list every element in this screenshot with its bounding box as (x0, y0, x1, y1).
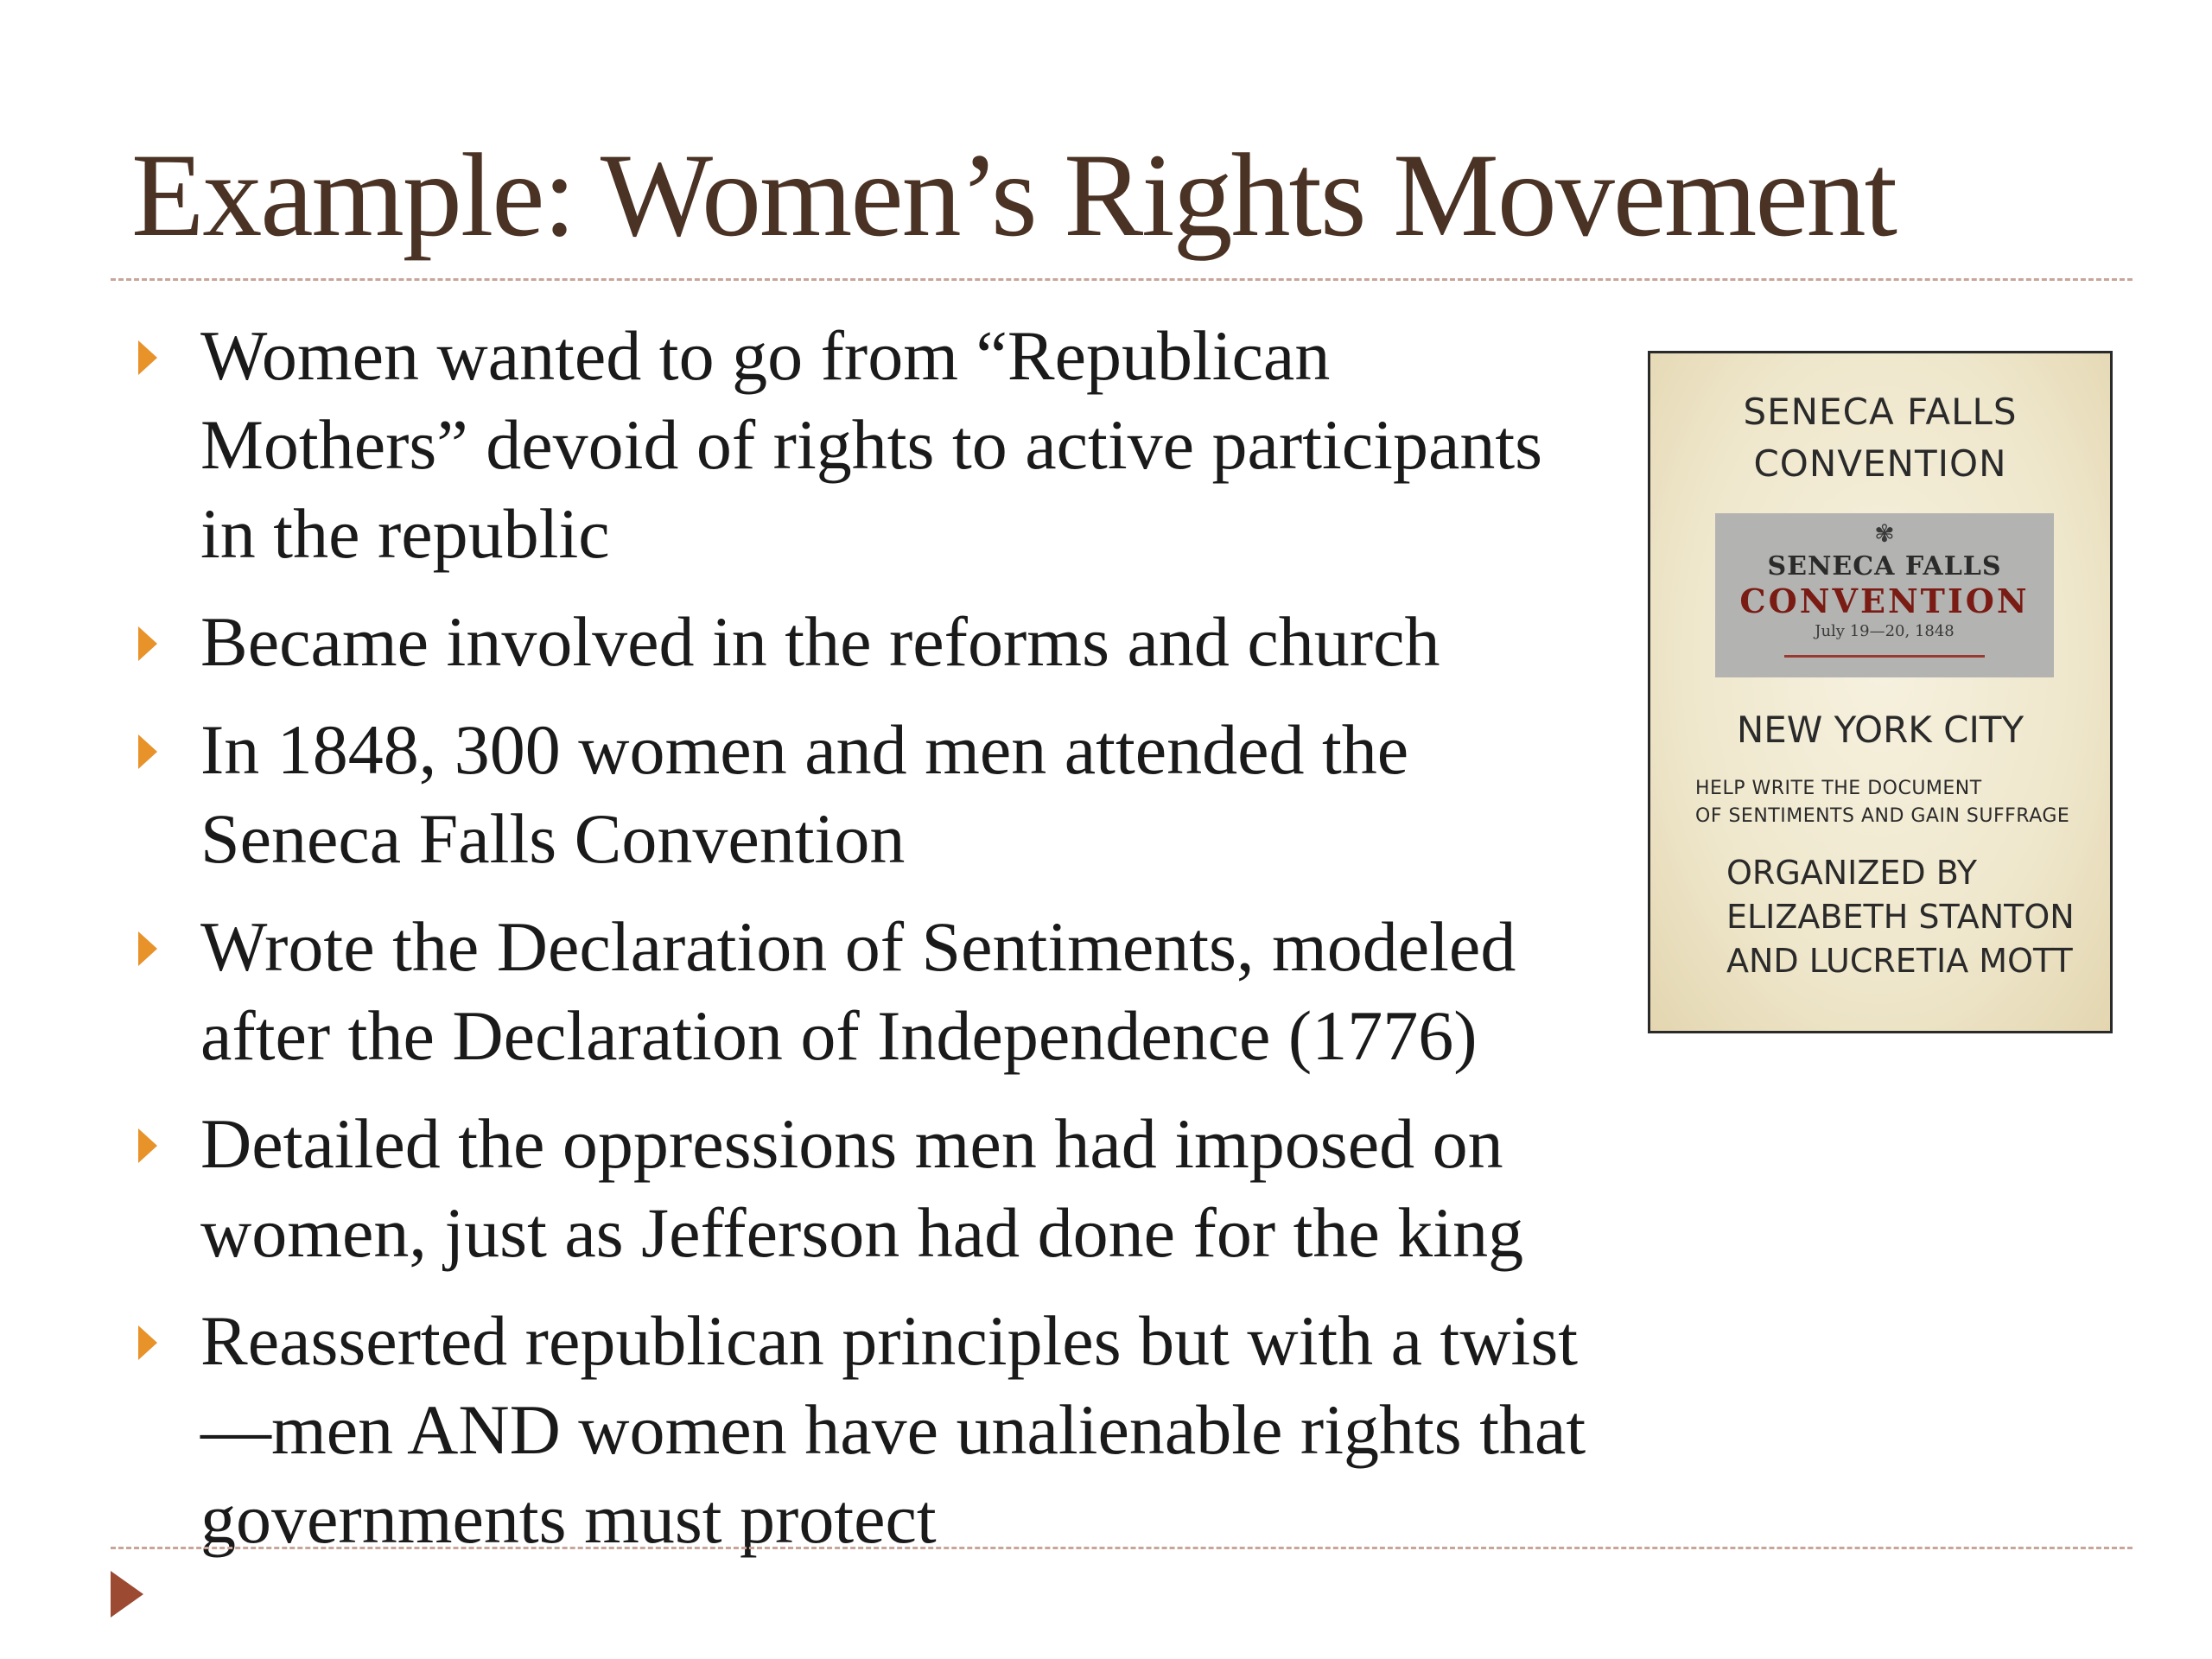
badge-date: July 19—20, 1848 (1815, 622, 1955, 640)
badge-subtitle: CONVENTION (1739, 582, 2030, 620)
poster-help-line: HELP WRITE THE DOCUMENT (1695, 778, 1982, 799)
poster-help-text (1695, 775, 2101, 830)
badge-underline (1784, 655, 1985, 658)
poster-heading (1650, 386, 2110, 490)
bullet-item (130, 311, 1599, 578)
poster-heading-line: CONVENTION (1753, 442, 2007, 485)
bullet-triangle-icon (138, 626, 157, 661)
bullet-triangle-icon (138, 1128, 157, 1163)
poster-organizers (1726, 851, 2107, 983)
bullet-text: Women wanted to go from “Republican Mothers” devoid of rights to active participants in the republic (200, 316, 1543, 573)
bullet-text: Became involved in the reforms and church (200, 602, 1440, 681)
bullet-item (130, 597, 1599, 686)
slide-title: Example: Women’s Rights Movement (131, 129, 1896, 261)
poster-badge (1715, 513, 2054, 677)
poster-organizers-line: ELIZABETH STANTON (1726, 898, 2075, 936)
poster-organizers-line: AND LUCRETIA MOTT (1726, 942, 2073, 980)
bullet-triangle-icon (138, 734, 157, 769)
badge-title: SENECA FALLS (1767, 551, 2002, 582)
bullet-item (130, 902, 1599, 1080)
bullet-text: In 1848, 300 women and men attended the Seneca Falls Convention (200, 710, 1409, 878)
next-slide-triangle-icon[interactable] (111, 1571, 143, 1618)
bullet-text: Wrote the Declaration of Sentiments, modeled after the Declaration of Independence (1776) (200, 907, 1516, 1075)
bullet-text: Reasserted republican principles but with a twist—men AND women have unalienable rights that governments must protect (200, 1301, 1586, 1558)
title-divider (111, 278, 2133, 281)
bullet-triangle-icon (138, 931, 157, 966)
bullet-text: Detailed the oppressions men had imposed on women, just as Jefferson had done for the king (200, 1104, 1524, 1272)
poster-organizers-line: ORGANIZED BY (1726, 854, 1977, 892)
bullet-triangle-icon (138, 340, 157, 375)
poster-city: NEW YORK CITY (1736, 709, 2024, 751)
bullet-triangle-icon (138, 1325, 157, 1360)
footer-divider (111, 1547, 2133, 1549)
bullet-item (130, 1099, 1599, 1277)
bullet-list (130, 311, 1599, 1582)
bullet-item (130, 1296, 1599, 1563)
poster-heading-line: SENECA FALLS (1743, 391, 2018, 433)
convention-poster-image (1648, 351, 2113, 1033)
bullet-item (130, 705, 1599, 883)
emblem-icon: ✾ (1874, 519, 1895, 548)
poster-help-line: OF SENTIMENTS AND GAIN SUFFRAGE (1695, 805, 2070, 827)
